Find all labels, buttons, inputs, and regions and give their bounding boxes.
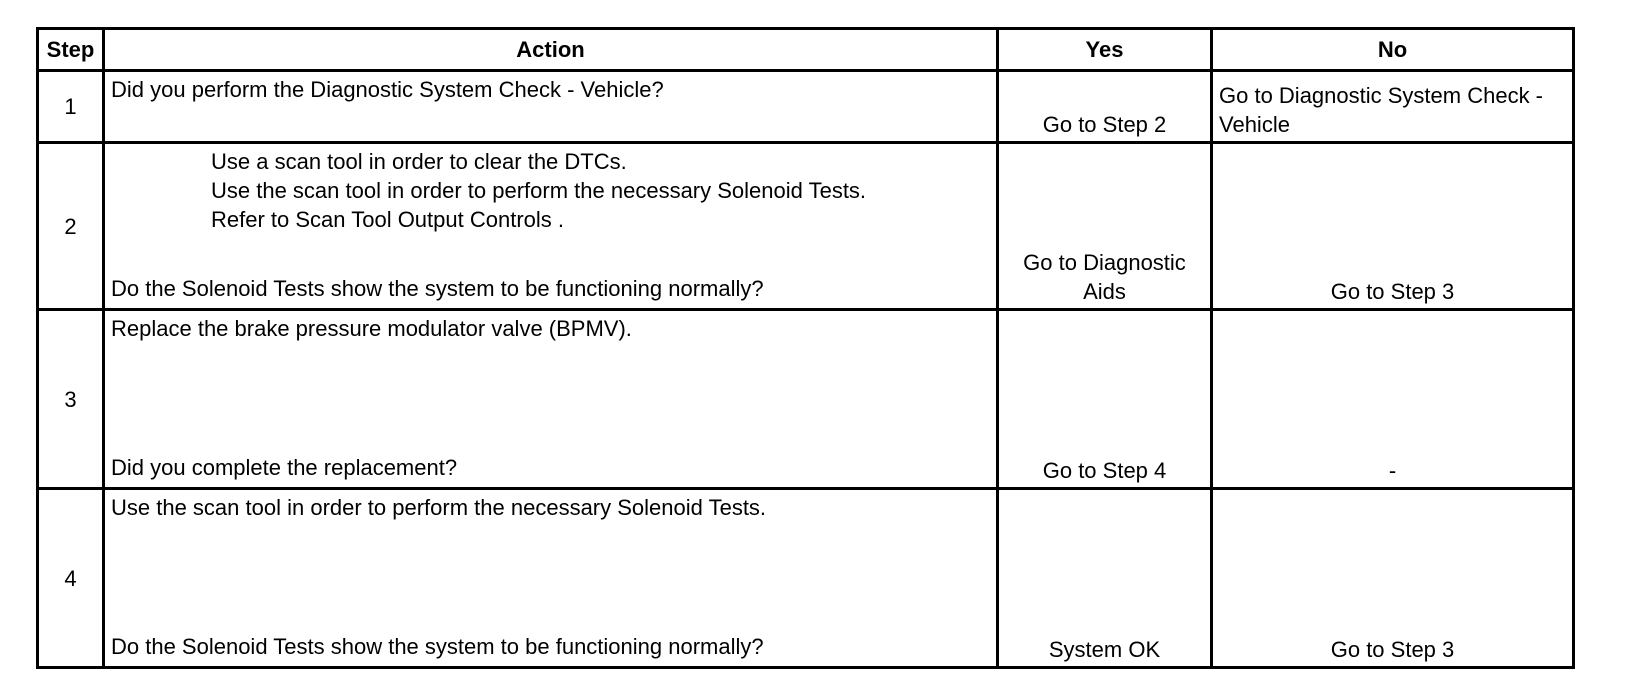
- action-cell: [104, 489, 998, 668]
- action-text: Did you perform the Diagnostic System Check - Vehicle?: [111, 77, 664, 102]
- yes-result: Go to Step 4: [998, 310, 1212, 489]
- table-header-row: [38, 29, 1574, 71]
- header-yes: Yes: [998, 29, 1212, 71]
- step-number: 4: [38, 489, 104, 668]
- no-result: Go to Step 3: [1212, 489, 1574, 668]
- no-result: Go to Step 3: [1212, 143, 1574, 310]
- header-no: No: [1212, 29, 1574, 71]
- action-text: Refer to Scan Tool Output Controls .: [211, 207, 564, 232]
- action-cell: [104, 71, 998, 143]
- table-row: [38, 143, 1574, 310]
- action-text: Use the scan tool in order to perform the necessary Solenoid Tests.: [211, 178, 867, 203]
- diagnostic-table: [36, 27, 1575, 669]
- action-text: Use a scan tool in order to clear the DTCs.: [211, 149, 627, 174]
- no-result: -: [1212, 310, 1574, 489]
- table-row: [38, 489, 1574, 668]
- table-row: [38, 310, 1574, 489]
- action-question: Do the Solenoid Tests show the system to be functioning normally?: [111, 634, 764, 659]
- action-cell: [104, 310, 998, 489]
- header-step: Step: [38, 29, 104, 71]
- action-question: Do the Solenoid Tests show the system to be functioning normally?: [111, 276, 764, 301]
- action-cell: [104, 143, 998, 310]
- step-number: 1: [38, 71, 104, 143]
- yes-result: Go to Step 2: [998, 71, 1212, 143]
- header-action: Action: [104, 29, 998, 71]
- yes-result: System OK: [998, 489, 1212, 668]
- step-number: 2: [38, 143, 104, 310]
- action-text: Use the scan tool in order to perform the necessary Solenoid Tests.: [111, 495, 767, 520]
- action-question: Did you complete the replacement?: [111, 455, 458, 480]
- yes-result: Go to Diagnostic Aids: [998, 143, 1212, 310]
- no-result: Go to Diagnostic System Check - Vehicle: [1212, 71, 1574, 143]
- step-number: 3: [38, 310, 104, 489]
- action-text: Replace the brake pressure modulator valve (BPMV).: [111, 316, 632, 341]
- table-row: [38, 71, 1574, 143]
